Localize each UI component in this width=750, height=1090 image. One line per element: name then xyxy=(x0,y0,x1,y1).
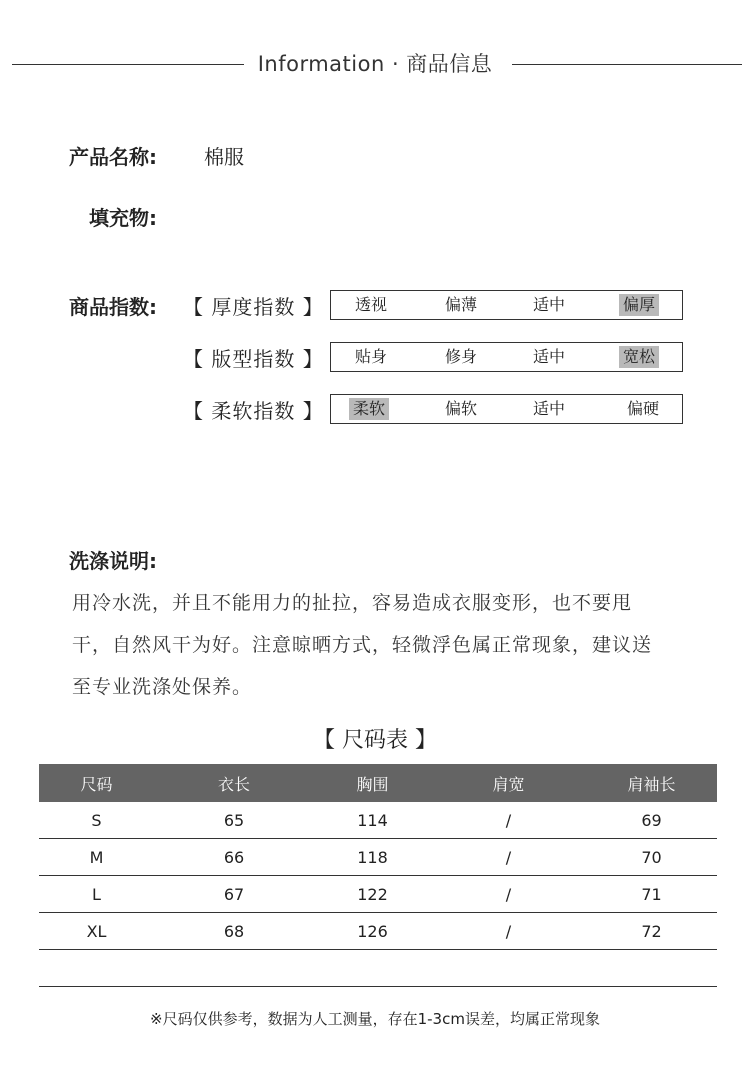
product-name-value: 棉服 xyxy=(204,145,244,169)
product-index-label: 商品指数: xyxy=(69,295,157,319)
section-title: Information · 商品信息 xyxy=(257,52,493,76)
fit-index-bar xyxy=(330,342,683,372)
fit-option: 贴身 xyxy=(355,347,388,366)
table-cell: S xyxy=(91,810,102,830)
header-cell: 胸围 xyxy=(356,774,389,794)
table-cell: 65 xyxy=(223,810,245,830)
table-cell: M xyxy=(89,847,104,867)
softness-option: 偏软 xyxy=(445,399,478,418)
fit-option: 修身 xyxy=(445,347,478,366)
header-cell: 肩袖长 xyxy=(627,774,676,794)
size-table-header xyxy=(39,764,717,802)
table-cell: 72 xyxy=(641,921,662,941)
softness-option: 适中 xyxy=(533,399,566,418)
softness-option: 偏硬 xyxy=(627,399,660,418)
table-cell: / xyxy=(505,921,512,941)
fit-index-name: 【 版型指数 】 xyxy=(183,347,324,371)
softness-index-name: 【 柔软指数 】 xyxy=(183,399,324,423)
table-cell: L xyxy=(92,884,101,904)
header-cell: 尺码 xyxy=(80,774,113,794)
washing-line: 干，自然风干为好。注意晾晒方式，轻微浮色属正常现象，建议送 xyxy=(72,634,653,656)
header-rule-right xyxy=(512,64,742,65)
table-cell: / xyxy=(505,884,512,904)
washing-label: 洗涤说明: xyxy=(69,549,157,573)
table-row xyxy=(39,913,717,950)
table-cell: / xyxy=(505,810,512,830)
thickness-option-selected: 偏厚 xyxy=(619,294,659,316)
product-name-label: 产品名称: xyxy=(69,145,157,169)
table-cell: 68 xyxy=(223,921,245,941)
table-cell: 71 xyxy=(641,884,662,904)
header-cell: 肩宽 xyxy=(492,774,525,794)
softness-index-bar xyxy=(330,394,683,424)
table-cell: XL xyxy=(86,921,107,941)
softness-option-selected: 柔软 xyxy=(349,398,389,420)
washing-line: 至专业洗涤处保养。 xyxy=(72,676,253,698)
table-cell: / xyxy=(505,847,512,867)
fit-option-selected: 宽松 xyxy=(619,346,659,368)
table-cell: 67 xyxy=(223,884,245,904)
thickness-option: 偏薄 xyxy=(445,295,478,314)
table-cell: 69 xyxy=(641,810,662,830)
table-row-empty xyxy=(39,950,717,987)
table-cell: 122 xyxy=(357,884,388,904)
thickness-index-bar xyxy=(330,290,683,320)
size-chart-title: 【 尺码表 】 xyxy=(313,728,437,753)
thickness-option: 适中 xyxy=(533,295,566,314)
washing-line: 用冷水洗，并且不能用力的扯拉，容易造成衣服变形，也不要甩 xyxy=(72,592,633,614)
table-cell: 114 xyxy=(357,810,388,830)
table-row xyxy=(39,876,717,913)
filling-label: 填充物: xyxy=(89,206,157,230)
table-cell: 70 xyxy=(641,847,662,867)
thickness-index-name: 【 厚度指数 】 xyxy=(183,295,324,319)
header-cell: 衣长 xyxy=(217,774,250,794)
size-table xyxy=(39,764,717,987)
table-cell: 66 xyxy=(223,847,245,867)
fit-option: 适中 xyxy=(533,347,566,366)
table-row xyxy=(39,802,717,839)
table-row xyxy=(39,839,717,876)
thickness-option: 透视 xyxy=(355,295,388,314)
table-cell: 118 xyxy=(357,847,388,867)
table-cell: 126 xyxy=(357,921,388,941)
size-note: ※尺码仅供参考，数据为人工测量，存在1-3cm误差，均属正常现象 xyxy=(150,1010,600,1028)
